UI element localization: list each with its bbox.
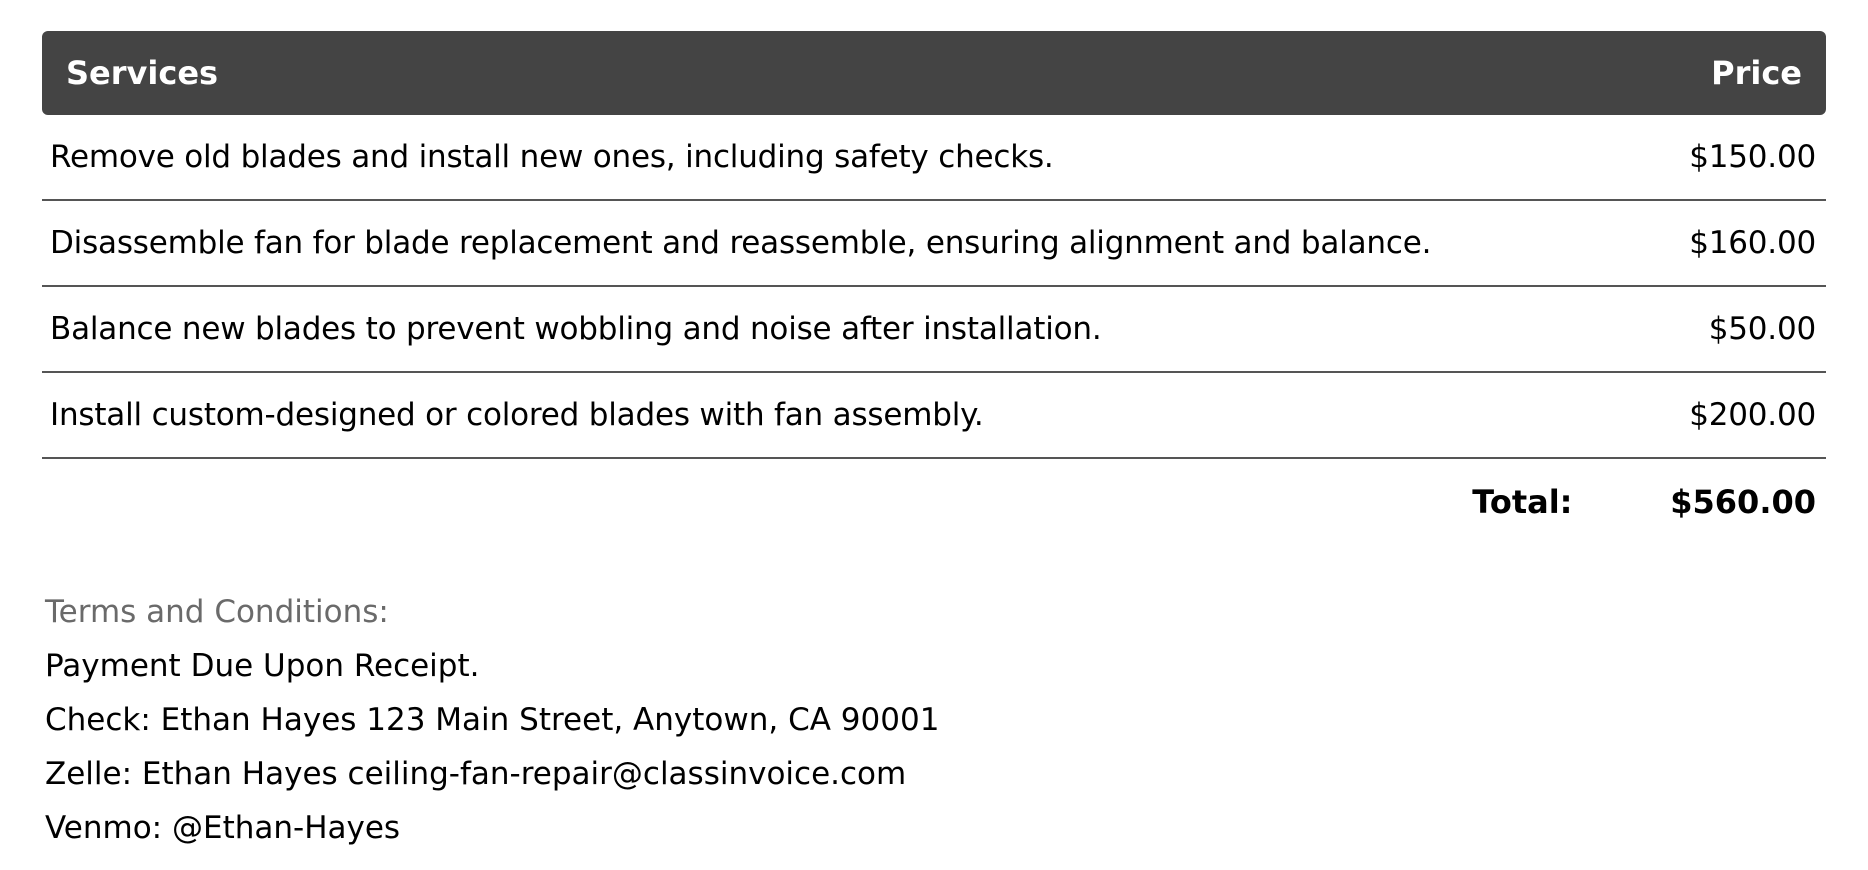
table-row: [42, 115, 1826, 201]
service-price: $160.00: [1689, 225, 1816, 261]
total-label: Total:: [1472, 483, 1573, 521]
table-header: [42, 31, 1826, 115]
terms-venmo-info: Venmo: @Ethan-Hayes: [45, 810, 401, 846]
service-description: Install custom-designed or colored blades with fan assembly.: [50, 397, 984, 433]
terms-section: [45, 585, 939, 855]
terms-payment-due: Payment Due Upon Receipt.: [45, 648, 480, 684]
terms-zelle-info: Zelle: Ethan Hayes ceiling-fan-repair@classinvoice.com: [45, 756, 907, 792]
service-price: $150.00: [1689, 139, 1816, 175]
column-header-services: Services: [66, 54, 219, 92]
column-header-price: Price: [1711, 54, 1802, 92]
service-description: Disassemble fan for blade replacement and reassemble, ensuring alignment and balance.: [50, 225, 1432, 261]
terms-check-info: Check: Ethan Hayes 123 Main Street, Anytown, CA 90001: [45, 702, 940, 738]
table-row: [42, 373, 1826, 459]
terms-title: Terms and Conditions:: [45, 594, 389, 630]
service-price: $50.00: [1708, 311, 1816, 347]
total-row: [42, 459, 1826, 545]
table-row: [42, 201, 1826, 287]
service-price: $200.00: [1689, 397, 1816, 433]
table-row: [42, 287, 1826, 373]
service-description: Balance new blades to prevent wobbling and noise after installation.: [50, 311, 1102, 347]
services-table: [42, 31, 1826, 545]
total-value: $560.00: [1670, 483, 1816, 521]
service-description: Remove old blades and install new ones, including safety checks.: [50, 139, 1054, 175]
